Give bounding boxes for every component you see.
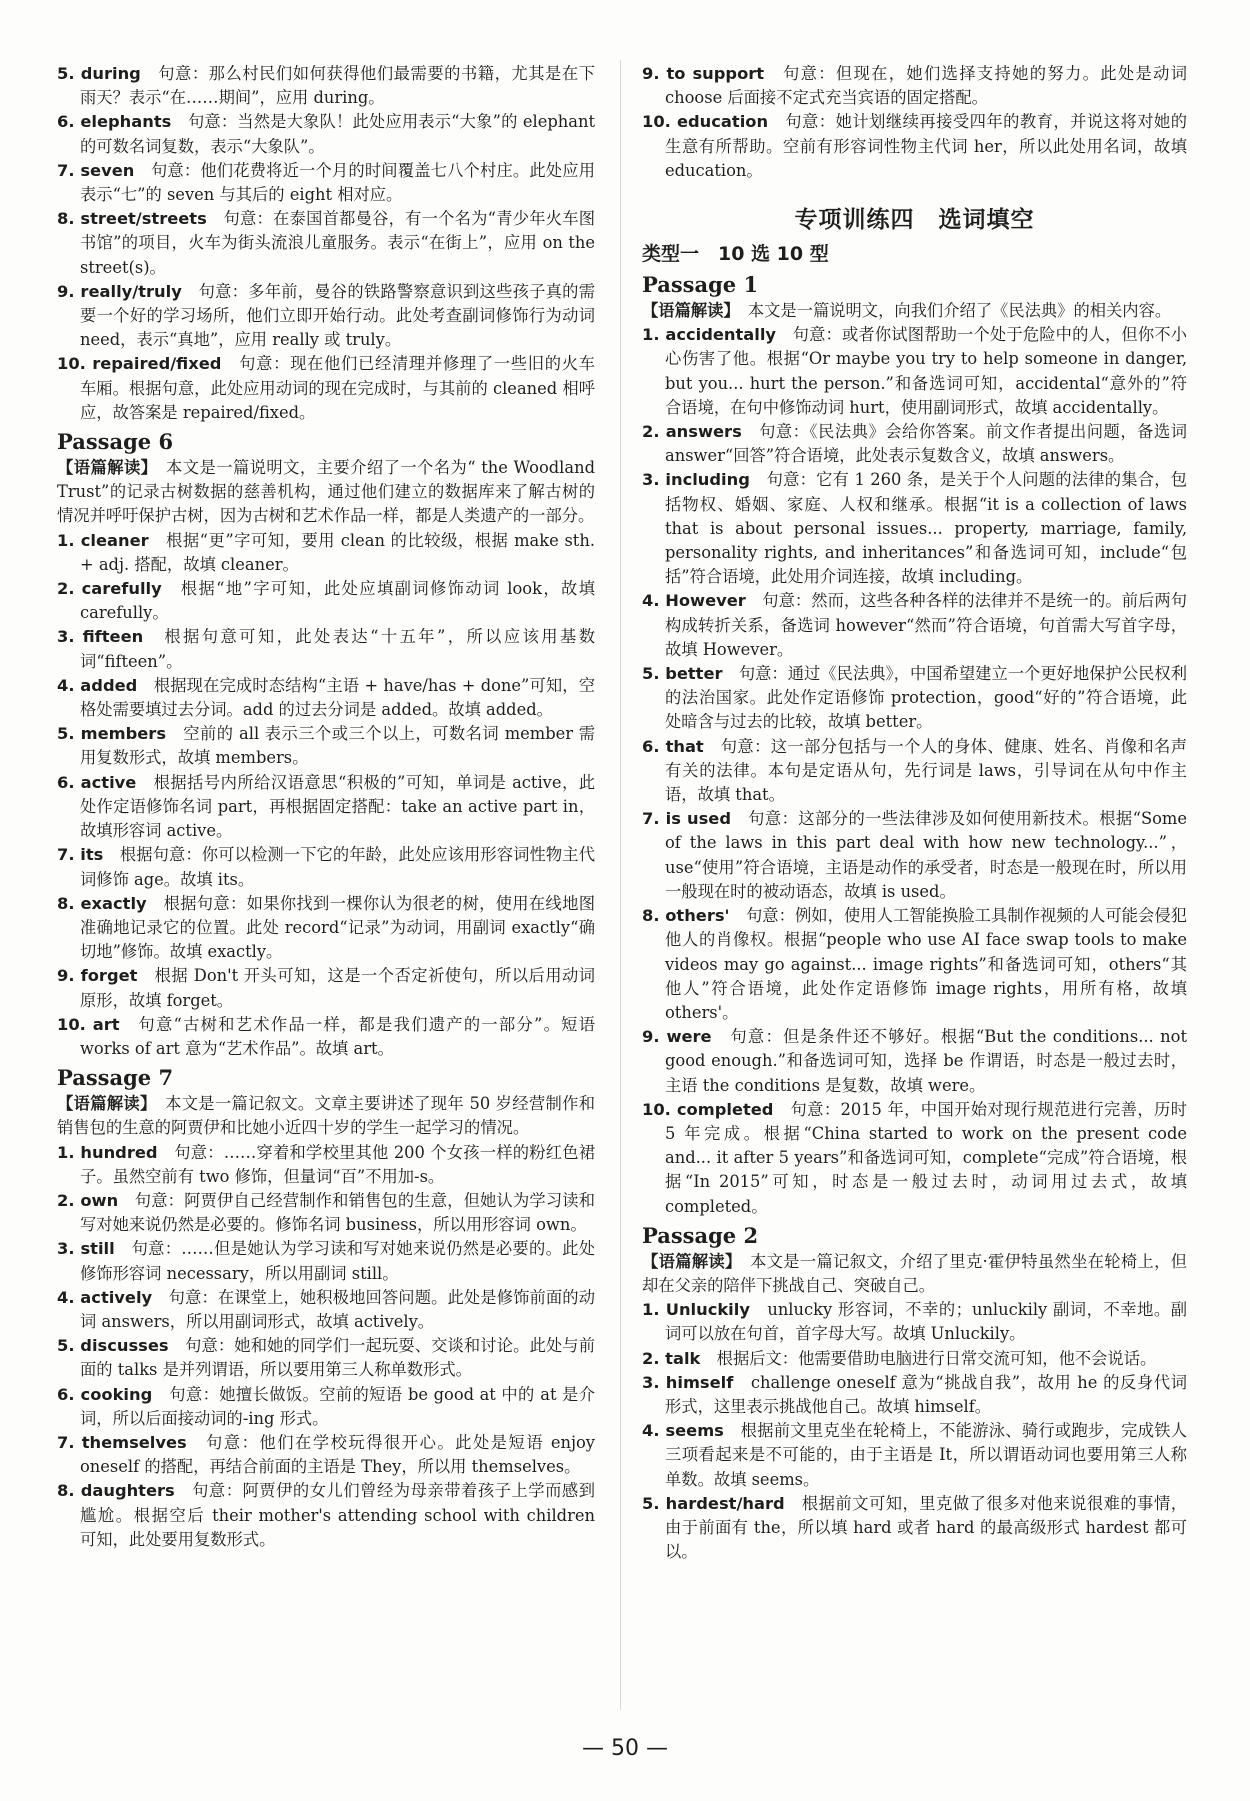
answer-explanation: 句意“古树和艺术作品一样，都是我们遗产的一部分”。短语 works of art 意为“艺术作品”。故填 art。 xyxy=(80,1014,595,1058)
passage-6-items xyxy=(57,529,595,1061)
answer-word: 6. cooking xyxy=(57,1384,153,1404)
answer-explanation: 句意：他们在学校玩得很开心。此处是短语 enjoy oneself 的搭配，再结合前面的主语是 They，所以用 themselves。 xyxy=(80,1432,595,1477)
answer-word: 8. exactly xyxy=(57,893,147,913)
answer-word: 9. forget xyxy=(57,966,138,986)
answer-item xyxy=(57,1431,595,1479)
answer-explanation: 根据括号内所给汉语意思“积极的”可知，单词是 active，此处作定语修饰名词 part，再根据固定搭配：take an active part in，故填形容词 active。 xyxy=(80,772,596,841)
right-passage-2-items xyxy=(642,1298,1187,1564)
answer-word: 1. cleaner xyxy=(57,530,149,550)
answer-word: 8. others' xyxy=(642,906,730,926)
passage-7-items xyxy=(57,1141,595,1552)
answer-explanation: 句意：在课堂上，她积极地回答问题。此处是修饰前面的动词 answers，所以用副词形式，故填 actively。 xyxy=(80,1287,595,1331)
answer-word: 5. hardest/hard xyxy=(642,1493,785,1513)
answer-item xyxy=(642,1347,1187,1371)
answer-item xyxy=(57,1286,595,1334)
answer-word: 6. active xyxy=(57,772,137,792)
left-top-items xyxy=(57,62,595,425)
passage-7-analysis xyxy=(57,1092,595,1140)
right-passage-1-items xyxy=(642,323,1187,1219)
answer-item xyxy=(642,662,1187,735)
analysis-tag: 【语篇解读】 xyxy=(57,1094,149,1114)
answer-item xyxy=(642,589,1187,662)
answer-word: 9. were xyxy=(642,1027,712,1047)
answer-explanation: 根据现在完成时态结构“主语 + have/has + done”可知，空格处需要填过去分词。add 的过去分词是 added。故填 added。 xyxy=(80,675,595,720)
answer-explanation: 句意：她计划继续再接受四年的教育，并说这将对她的生意有所帮助。空前有形容词性物主代词 her，所以此处用名词，故填 education。 xyxy=(665,112,1187,180)
answer-item xyxy=(57,110,595,158)
answer-explanation: 句意：在泰国首都曼谷，有一个名为“青少年火车图书馆”的项目，火车为街头流浪儿童服务。表示“在街上”，应用 on the street(s)。 xyxy=(80,209,596,277)
analysis-tag: 【语篇解读】 xyxy=(642,1251,734,1271)
answer-explanation: 句意：阿贾伊的女儿们曾经为母亲带着孩子上学而感到尴尬。根据空后 their mother's attending school with children 可知，此处要用复数形式。 xyxy=(80,1481,595,1549)
answer-item xyxy=(642,1371,1187,1419)
answer-word: 5. during xyxy=(57,64,141,83)
answer-word: 8. daughters xyxy=(57,1481,175,1501)
answer-word: 8. street/streets xyxy=(57,209,207,229)
answer-word: 10. repaired/fixed xyxy=(57,354,222,374)
answer-explanation: 句意：2015 年，中国开始对现行规范进行完善，历时 5 年完成。根据“China started to work on the present code and... it after 5 years”和备选词可知，complete“完成”符合语境，根据“In 2015”可知，时态是一般过去时，动词用过去式，故填 completed。 xyxy=(665,1099,1187,1216)
answer-item xyxy=(57,159,595,207)
answer-item xyxy=(57,529,595,577)
answer-word: 2. answers xyxy=(642,422,742,442)
answer-item xyxy=(57,1189,595,1237)
answer-item xyxy=(642,1098,1187,1219)
answer-explanation: 根据“地”字可知，此处应填副词修饰动词 look，故填 carefully。 xyxy=(80,579,595,623)
answer-word: 5. better xyxy=(642,664,723,684)
right-passage-2-title: Passage 2 xyxy=(642,1222,759,1248)
answer-word: 10. art xyxy=(57,1014,120,1034)
answer-explanation: 句意：但现在，她们选择支持她的努力。此处是动词 choose 后面接不定式充当宾语的固定搭配。 xyxy=(665,64,1187,108)
answer-item xyxy=(57,577,595,625)
answer-word: 9. to support xyxy=(642,64,765,83)
answer-explanation: 句意：阿贾伊自己经营制作和销售包的生意，但她认为学习读和写对她来说仍然是必要的。修饰名词 business，所以用形容词 own。 xyxy=(80,1190,595,1235)
answer-explanation: unlucky 形容词，不幸的；unluckily 副词，不幸地。副词可以放在句首，首字母大写。故填 Unluckily。 xyxy=(665,1300,1187,1344)
answer-item xyxy=(642,735,1187,808)
answer-item xyxy=(57,352,595,425)
answer-item xyxy=(642,323,1187,420)
answer-word: 7. themselves xyxy=(57,1432,187,1452)
answer-explanation: 句意：这一部分包括与一个人的身体、健康、姓名、肖像和名声有关的法律。本句是定语从句，先行词是 laws，引导词在从句中作主语，故填 that。 xyxy=(665,736,1187,805)
answer-item xyxy=(642,904,1187,1025)
answer-explanation: 句意：她和她的同学们一起玩耍、交谈和讨论。此处与前面的 talks 是并列谓语，所以要用第三人称单数形式。 xyxy=(80,1336,595,1380)
answer-word: 4. However xyxy=(642,591,746,611)
answer-explanation: 句意：……但是她认为学习读和写对她来说仍然是必要的。此处修饰形容词 necessary，所以用副词 still。 xyxy=(80,1239,595,1283)
analysis-tag: 【语篇解读】 xyxy=(642,301,732,321)
answer-explanation: 根据句意：你可以检测一下它的年龄，此处应该用形容词性物主代词修饰 age。故填 its。 xyxy=(80,845,595,889)
answer-word: 5. discusses xyxy=(57,1336,169,1356)
answer-explanation: 句意：那么村民们如何获得他们最需要的书籍，尤其是在下雨天？表示“在……期间”，应用 during。 xyxy=(80,64,595,108)
answer-word: 1. accidentally xyxy=(642,325,777,345)
column-divider xyxy=(620,60,621,1710)
answer-explanation: challenge oneself 意为“挑战自我”，故用 he 的反身代词形式，这里表示挑战他自己。故填 himself。 xyxy=(665,1372,1188,1416)
answer-item xyxy=(642,807,1187,904)
answer-item xyxy=(642,1492,1187,1565)
answer-explanation: 句意：例如，使用人工智能换脸工具制作视频的人可能会侵犯他人的肖像权。根据“people who use AI face swap tools to make videos may go against... image rights”和备选词可知，others“其他人”符合语境，此处作定语修饰 image rights，用所有格，故填 others'。 xyxy=(665,906,1187,1022)
answer-explanation: 根据前文里克坐在轮椅上，不能游泳、骑行或跑步，完成铁人三项看起来是不可能的，由于主语是 It，所以谓语动词也要用第三人称单数。故填 seems。 xyxy=(665,1421,1187,1489)
answer-item xyxy=(642,420,1187,468)
type-title: 类型一 10 选 10 型 xyxy=(642,243,829,266)
answer-word: 4. actively xyxy=(57,1287,153,1307)
answer-explanation: 根据“更”字可知，要用 clean 的比较级，根据 make sth. + adj. 搭配，故填 cleaner。 xyxy=(80,530,596,574)
answer-word: 4. added xyxy=(57,675,138,695)
answer-explanation: 句意：或者你试图帮助一个处于危险中的人，但你不小心伤害了他。根据“Or maybe you try to help someone in danger, but you... hurt the person.”和备选词可知，accidental“意外的”符合语境，在句中修饰动词 hurt，使用副词形式，故填 accidentally。 xyxy=(665,325,1187,417)
answer-word: 3. fifteen xyxy=(57,627,144,647)
answer-item xyxy=(57,1141,595,1189)
answer-item xyxy=(642,1298,1187,1346)
answer-word: 7. its xyxy=(57,845,104,865)
analysis-text: 本文是一篇记叙文。文章主要讲述了现年 50 岁经营制作和销售包的生意的阿贾伊和比她小近四十岁的学生一起学习的情况。 xyxy=(57,1094,595,1138)
answer-explanation: 空前的 all 表示三个或三个以上，可数名词 member 需用复数形式，故填 members。 xyxy=(80,724,595,768)
answer-explanation: 句意：现在他们已经清理并修理了一些旧的火车车厢。根据句意，此处应用动词的现在完成时，与其前的 cleaned 相呼应，故答案是 repaired/fixed。 xyxy=(80,354,595,422)
answer-explanation: 根据句意可知，此处表达“十五年”，所以应该用基数词“fifteen”。 xyxy=(80,627,595,671)
right-passage-1-analysis xyxy=(642,299,1187,323)
answer-item xyxy=(57,722,595,770)
answer-item xyxy=(57,62,595,110)
answer-item xyxy=(57,625,595,673)
answer-explanation: 句意：这部分的一些法律涉及如何使用新技术。根据“Some of the laws in this part deal with how new technology...”，use“使用”符合语境，主语是动作的承受者，时态是一般现在时，所以用一般现在时的被动语态，故填 is used。 xyxy=(665,809,1187,901)
answer-word: 5. members xyxy=(57,724,167,744)
right-column xyxy=(642,62,1187,1564)
answer-item xyxy=(642,1419,1187,1492)
analysis-text: 本文是一篇说明文，向我们介绍了《民法典》的相关内容。 xyxy=(731,301,1172,321)
answer-explanation: 根据前文可知，里克做了很多对他来说很难的事情，由于前面有 the，所以填 hard 或者 hard 的最高级形式 hardest 都可以。 xyxy=(665,1493,1187,1562)
answer-explanation: 句意：然而，这些各种各样的法律并不是统一的。前后两句构成转折关系，备选词 however“然而”符合语境，句首需大写首字母，故填 However。 xyxy=(665,591,1187,659)
answer-word: 3. still xyxy=(57,1239,115,1259)
answer-word: 3. himself xyxy=(642,1372,734,1392)
answer-explanation: 根据句意：如果你找到一棵你认为很老的树，使用在线地图准确地记录它的位置。此处 record“记录”为动词，用副词 exactly“确切地”修饰。故填 exactly。 xyxy=(80,893,595,962)
answer-explanation: 句意：……穿着和学校里其他 200 个女孩一样的粉红色裙子。虽然空前有 two 修饰，但量词“百”不用加-s。 xyxy=(80,1142,595,1186)
right-passage-2-analysis xyxy=(642,1250,1187,1298)
answer-word: 6. elephants xyxy=(57,112,172,132)
page-number: — 50 — xyxy=(582,1736,668,1761)
answer-word: 2. own xyxy=(57,1190,119,1210)
answer-word: 2. carefully xyxy=(57,579,162,599)
answer-item xyxy=(642,110,1187,183)
answer-explanation: 根据 Don't 开头可知，这是一个否定祈使句，所以后用动词原形，故填 forget。 xyxy=(80,966,595,1010)
answer-word: 3. including xyxy=(642,470,750,490)
answer-item xyxy=(642,468,1187,589)
answer-word: 1. Unluckily xyxy=(642,1300,750,1320)
answer-item xyxy=(57,964,595,1012)
answer-item xyxy=(57,1383,595,1431)
answer-item xyxy=(57,892,595,965)
section-title: 专项训练四 选词填空 xyxy=(794,207,1035,234)
answer-word: 2. talk xyxy=(642,1348,701,1368)
answer-word: 7. seven xyxy=(57,160,135,180)
passage-6-analysis xyxy=(57,456,595,529)
answer-item xyxy=(642,62,1187,110)
answer-item xyxy=(57,1479,595,1552)
answer-explanation: 根据后文：他需要借助电脑进行日常交流可知，他不会说话。 xyxy=(700,1348,1157,1368)
right-top-items xyxy=(642,62,1187,183)
analysis-text: 本文是一篇记叙文，介绍了里克·霍伊特虽然坐在轮椅上，但却在父亲的陪伴下挑战自己、突破自己。 xyxy=(642,1251,1187,1295)
passage-7-title: Passage 7 xyxy=(57,1065,174,1091)
answer-word: 6. that xyxy=(642,736,704,756)
answer-word: 7. is used xyxy=(642,809,731,829)
right-passage-1-title: Passage 1 xyxy=(642,272,759,298)
answer-item xyxy=(57,1013,595,1061)
answer-explanation: 句意：它有 1 260 条，是关于个人问题的法律的集合，包括物权、婚姻、家庭、人权和继承。根据“it is a collection of laws that is about personal issues... property, marriage, family, personality rights, and inheritances”和备选词可知，include“包括”符合语境，此处用介词连接，故填 including。 xyxy=(665,470,1187,587)
answer-explanation: 句意：他们花费将近一个月的时间覆盖七八个村庄。此处应用表示“七”的 seven 与其后的 eight 相对应。 xyxy=(80,160,595,205)
answer-explanation: 句意：当然是大象队！此处应用表示“大象”的 elephant 的可数名词复数，表示“大象队”。 xyxy=(80,112,595,156)
analysis-text: 本文是一篇说明文，主要介绍了一个名为“ the Woodland Trust”的记录古树数据的慈善机构，通过他们建立的数据库来了解古树的情况并呼吁保护古树，因为古树和艺术作品一样，都是人类遗产的一部分。 xyxy=(57,458,595,526)
answer-item xyxy=(57,207,595,280)
answer-item xyxy=(57,280,595,353)
answer-item xyxy=(57,1334,595,1382)
answer-explanation: 句意：但是条件还不够好。根据“But the conditions... not good enough.”和备选词可知，选择 be 作谓语，时态是一般过去时，主语 the conditions 是复数，故填 were。 xyxy=(665,1027,1187,1095)
answer-word: 4. seems xyxy=(642,1421,724,1441)
answer-word: 1. hundred xyxy=(57,1142,158,1162)
passage-6-title: Passage 6 xyxy=(57,429,174,455)
analysis-tag: 【语篇解读】 xyxy=(57,458,150,478)
answer-word: 9. really/truly xyxy=(57,281,182,301)
answer-explanation: 句意：她擅长做饭。空前的短语 be good at 中的 at 是介词，所以后面接动词的-ing 形式。 xyxy=(80,1384,595,1428)
answer-explanation: 句意：通过《民法典》，中国希望建立一个更好地保护公民权利的法治国家。此处作定语修饰 protection，good“好的”符合语境，此处暗含与过去的比较，故填 better。 xyxy=(665,664,1187,732)
answer-item xyxy=(57,771,595,844)
answer-word: 10. education xyxy=(642,112,769,132)
answer-explanation: 句意：多年前，曼谷的铁路警察意识到这些孩子真的需要一个好的学习场所，他们立即开始行动。此处考查副词修饰行为动词 need，表示“真地”，应用 really 或 truly。 xyxy=(80,281,595,350)
answer-explanation: 句意：《民法典》会给你答案。前文作者提出问题，备选词 answer“回答”符合语境，此处表示复数含义，故填 answers。 xyxy=(665,422,1187,466)
answer-word: 10. completed xyxy=(642,1099,774,1119)
answer-item xyxy=(57,1237,595,1285)
answer-item xyxy=(57,674,595,722)
left-column xyxy=(57,62,595,1552)
answer-item xyxy=(57,843,595,891)
answer-item xyxy=(642,1025,1187,1098)
